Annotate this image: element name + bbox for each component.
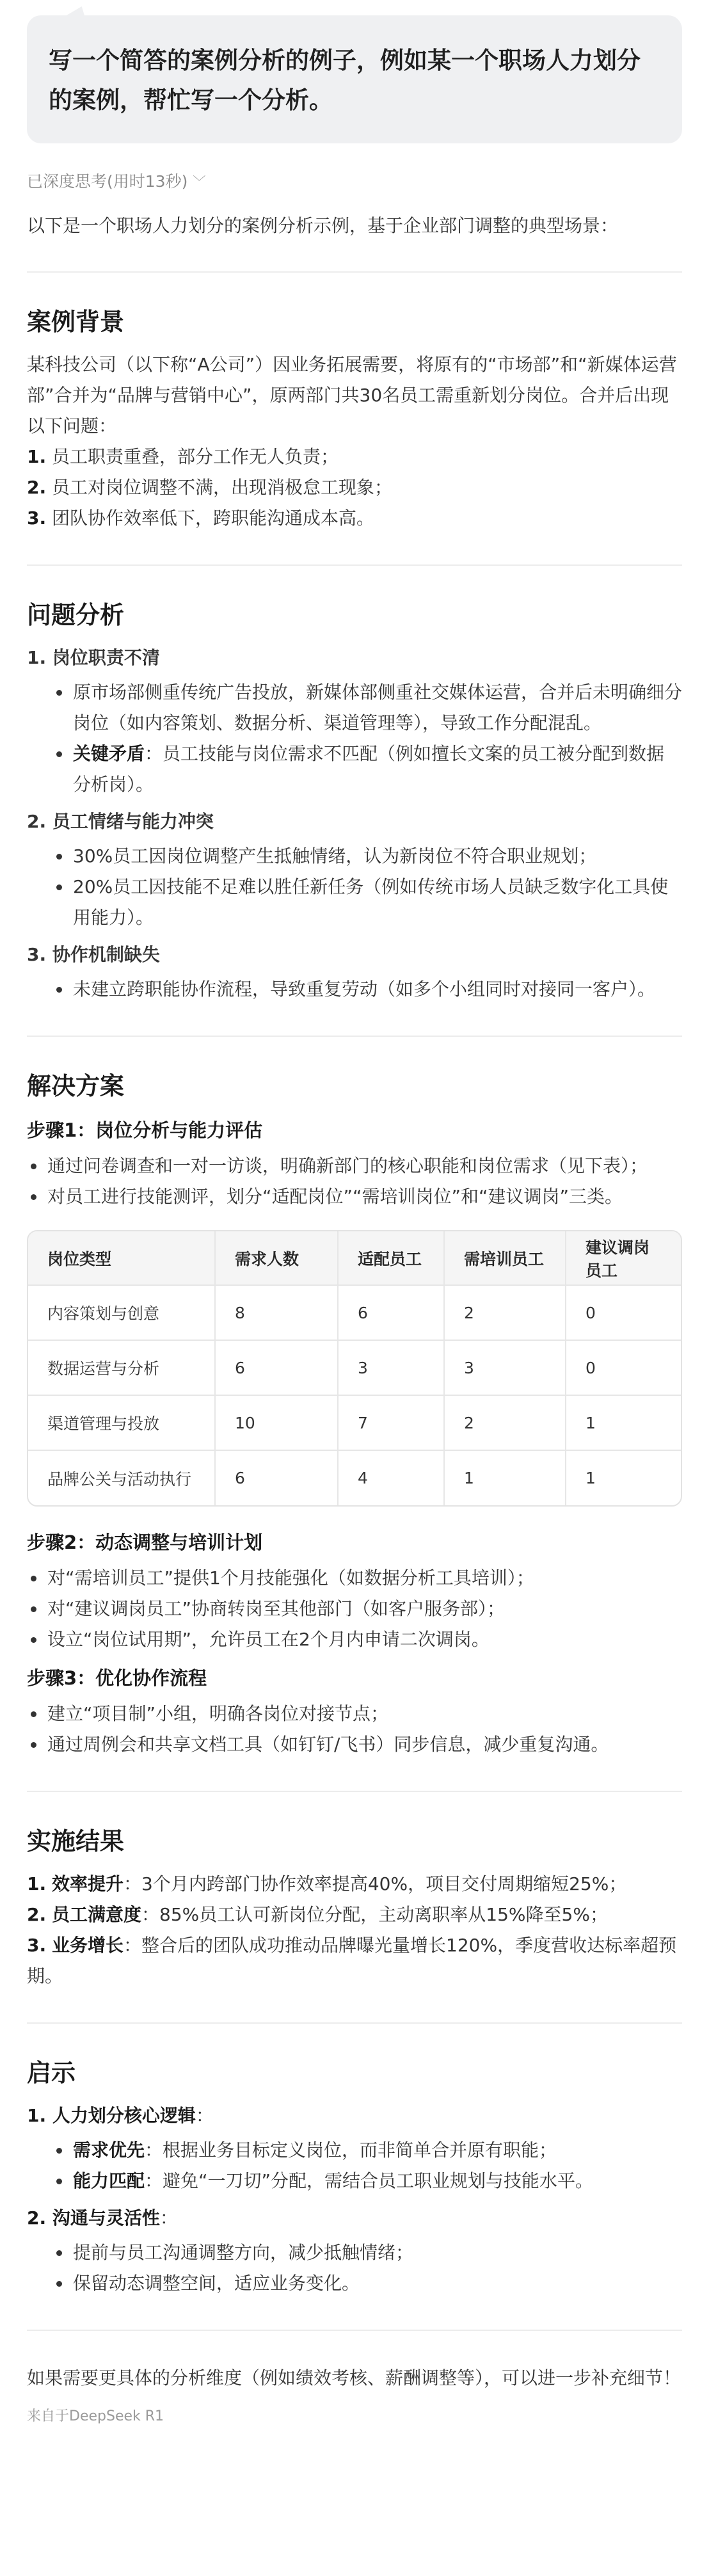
table-row	[28, 1450, 681, 1505]
table-cell: 3	[444, 1340, 566, 1395]
section-results	[27, 1824, 682, 1992]
list-item: 20%员工因技能不足难以胜任新任务（例如传统市场人员缺乏数字化工具使用能力）。	[27, 872, 682, 933]
table-cell: 7	[338, 1395, 444, 1450]
list-item: 3. 业务增长：整合后的团队成功推动品牌曝光量增长120%，季度营收达标率超预期。	[27, 1935, 677, 1987]
bullet-list	[27, 1563, 682, 1655]
table-row	[28, 1395, 681, 1450]
table-cell: 品牌公关与活动执行	[28, 1450, 215, 1505]
step-title: 步骤3：优化协作流程	[27, 1667, 207, 1689]
thinking-label: 已深度思考(用时13秒)	[27, 172, 188, 191]
user-message-text: 写一个简答的案例分析的例子，例如某一个职场人力划分的案例，帮忙写一个分析。	[27, 15, 682, 143]
results-list	[27, 1869, 682, 1992]
table-cell: 1	[586, 1469, 596, 1487]
bullet-list	[27, 2237, 682, 2299]
list-item: 3. 团队协作效率低下，跨职能沟通成本高。	[27, 508, 375, 529]
analysis-point-heading: 1. 岗位职责不清	[27, 647, 160, 668]
section-title: 实施结果	[27, 1827, 125, 1855]
table-cell: 2	[444, 1395, 566, 1450]
list-item: 原市场部侧重传统广告投放，新媒体部侧重社交媒体运营，合并后未明确细分岗位（如内容策划、数据分析、渠道管理等），导致工作分配混乱。	[27, 677, 682, 739]
section-title: 案例背景	[27, 308, 125, 336]
thinking-toggle[interactable]	[27, 169, 682, 192]
table-header-row	[28, 1231, 681, 1285]
table-cell: 10	[215, 1395, 338, 1450]
table-row	[28, 1340, 681, 1395]
outro-text: 如果需要更具体的分析维度（例如绩效考核、薪酬调整等），可以进一步补充细节！	[27, 2367, 681, 2388]
table-cell: 3	[338, 1340, 444, 1395]
insight-heading: 2. 沟通与灵活性：	[27, 2207, 178, 2228]
list-item: 提前与员工沟通调整方向，减少抵触情绪；	[27, 2237, 682, 2268]
list-item: 通过周例会和共享文档工具（如钉钉/飞书）同步信息，减少重复沟通。	[27, 1729, 682, 1760]
analysis-point-heading: 3. 协作机制缺失	[27, 944, 160, 965]
section-title: 解决方案	[27, 1072, 125, 1100]
section-solution	[27, 1069, 682, 1760]
divider	[27, 564, 682, 566]
bullet-list	[27, 677, 682, 800]
table-cell: 内容策划与创意	[28, 1285, 215, 1340]
list-item: 2. 员工满意度：85%员工认可新岗位分配，主动离职率从15%降至5%；	[27, 1904, 608, 1925]
list-item: 2. 员工对岗位调整不满，出现消极怠工现象；	[27, 477, 393, 498]
bullet-list	[27, 974, 682, 1005]
divider	[27, 1036, 682, 1037]
background-paragraph: 某科技公司（以下称“A公司”）因业务拓展需要，将原有的“市场部”和“新媒体运营部”合并为“品牌与营销中心”，原两部门共30名员工需重新划分岗位。合并后出现以下问题：	[27, 354, 677, 436]
bullet-list	[27, 2135, 682, 2196]
divider	[27, 1791, 682, 1792]
bullet-list	[27, 841, 682, 933]
source-label: 来自于DeepSeek R1	[27, 2408, 164, 2424]
table-cell: 2	[444, 1285, 566, 1340]
list-item: 建立“项目制”小组，明确各岗位对接节点；	[27, 1699, 682, 1729]
table-cell: 渠道管理与投放	[28, 1395, 215, 1450]
table-cell: 6	[338, 1285, 444, 1340]
list-item: 未建立跨职能协作流程，导致重复劳动（如多个小组同时对接同一客户）。	[27, 974, 682, 1005]
list-item: 能力匹配：避免“一刀切”分配，需结合员工职业规划与技能水平。	[27, 2166, 682, 2196]
table-cell: 1	[566, 1395, 681, 1450]
list-item: 对“需培训员工”提供1个月技能强化（如数据分析工具培训）；	[27, 1563, 682, 1594]
analysis-point-heading: 2. 员工情绪与能力冲突	[27, 811, 214, 832]
list-item: 需求优先：根据业务目标定义岗位，而非简单合并原有职能；	[27, 2135, 682, 2166]
list-item: 设立“岗位试用期”，允许员工在2个月内申请二次调岗。	[27, 1624, 682, 1655]
staffing-table	[27, 1230, 682, 1507]
section-analysis	[27, 598, 682, 1005]
step-title: 步骤2：动态调整与培训计划	[27, 1532, 263, 1553]
table-cell: 6	[215, 1450, 338, 1505]
table-cell: 6	[215, 1340, 338, 1395]
intro-text: 以下是一个职场人力划分的案例分析示例，基于企业部门调整的典型场景：	[27, 215, 619, 236]
list-item: 30%员工因岗位调整产生抵触情绪，认为新岗位不符合职业规划；	[27, 841, 682, 872]
chevron-down-icon: ﹀	[193, 173, 206, 189]
table-cell: 0	[566, 1340, 681, 1395]
section-title: 问题分析	[27, 601, 125, 629]
list-item: 关键矛盾：员工技能与岗位需求不匹配（例如擅长文案的员工被分配到数据分析岗）。	[27, 739, 682, 800]
table-cell: 4	[338, 1450, 444, 1505]
table-row	[28, 1285, 681, 1340]
table-cell: 数据运营与分析	[28, 1340, 215, 1395]
column-header: 需培训员工	[444, 1231, 566, 1285]
list-item: 对“建议调岗员工”协商转岗至其他部门（如客户服务部）；	[27, 1594, 682, 1624]
bullet-list	[27, 1151, 682, 1212]
background-list	[27, 442, 682, 534]
bullet-list	[27, 1699, 682, 1760]
column-header: 建议调岗员工	[566, 1231, 681, 1285]
column-header: 适配员工	[338, 1231, 444, 1285]
section-background	[27, 305, 682, 534]
section-title: 启示	[27, 2059, 76, 2087]
section-insights	[27, 2056, 682, 2299]
list-item: 通过问卷调查和一对一访谈，明确新部门的核心职能和岗位需求（见下表）；	[27, 1151, 682, 1181]
user-message	[27, 0, 682, 143]
insight-heading: 1. 人力划分核心逻辑：	[27, 2105, 214, 2126]
table-cell: 8	[215, 1285, 338, 1340]
table-cell: 0	[566, 1285, 681, 1340]
column-header: 岗位类型	[28, 1231, 215, 1285]
list-item: 1. 效率提升：3个月内跨部门协作效率提高40%，项目交付周期缩短25%；	[27, 1873, 627, 1894]
table-cell: 1	[444, 1450, 566, 1505]
column-header: 需求人数	[215, 1231, 338, 1285]
divider	[27, 271, 682, 273]
list-item: 1. 员工职责重叠，部分工作无人负责；	[27, 446, 339, 467]
divider	[27, 2330, 682, 2331]
list-item: 保留动态调整空间，适应业务变化。	[27, 2268, 682, 2299]
step-title: 步骤1：岗位分析与能力评估	[27, 1119, 263, 1141]
divider	[27, 2022, 682, 2024]
list-item: 对员工进行技能测评，划分“适配岗位”“需培训岗位”和“建议调岗”三类。	[27, 1181, 682, 1212]
